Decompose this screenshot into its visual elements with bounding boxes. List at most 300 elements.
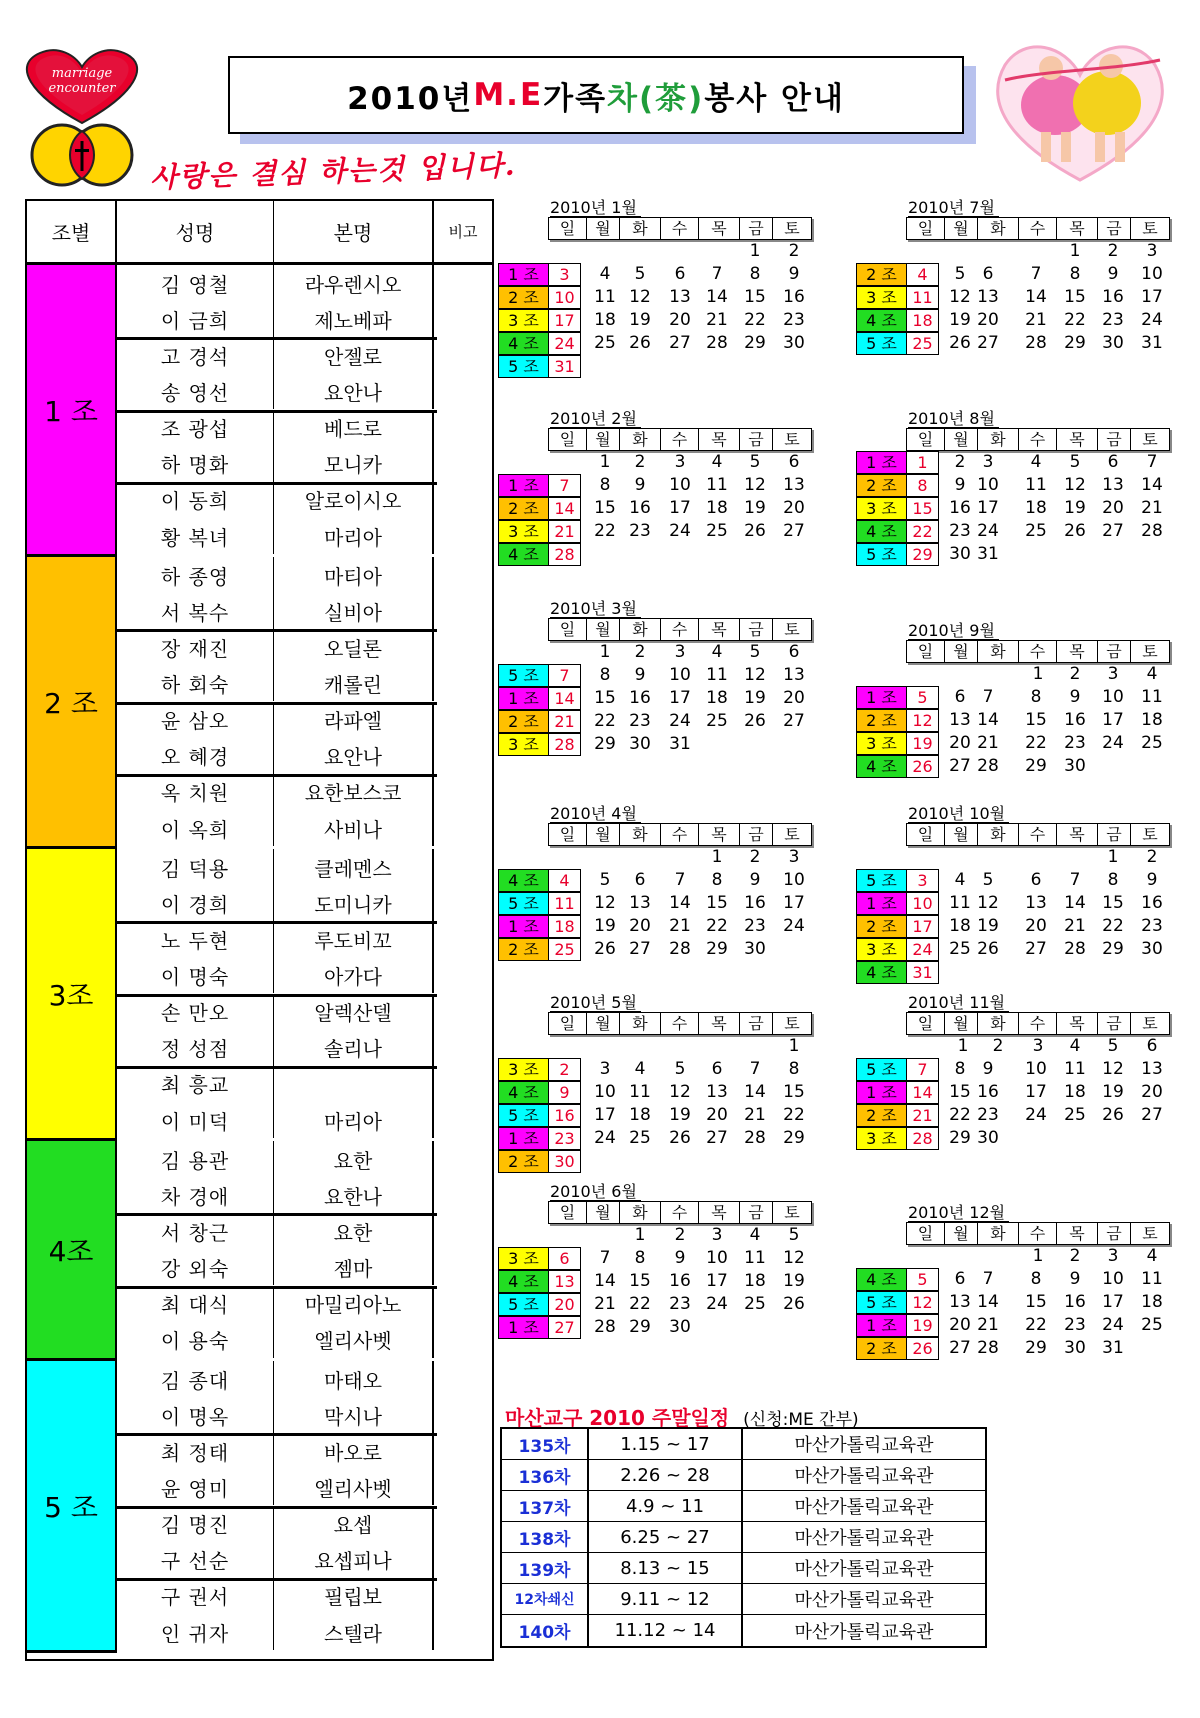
day-number: 11 xyxy=(1141,687,1163,707)
day-number: 6 xyxy=(1107,452,1119,472)
member-row xyxy=(117,265,492,301)
service-group-badge xyxy=(856,686,939,709)
weekday-label: 화 xyxy=(977,823,1019,846)
day-number: 15 xyxy=(949,1082,971,1102)
day-number: 26 xyxy=(629,333,651,353)
day-number: 15 xyxy=(594,688,616,708)
weekday-label: 목 xyxy=(698,1012,740,1035)
day-number: 29 xyxy=(706,939,728,959)
day-number: 1 xyxy=(1032,1246,1044,1266)
badge-group-label: 4 조 xyxy=(499,1082,549,1103)
day-number: 1 xyxy=(957,1036,969,1056)
badge-sunday-date: 5 xyxy=(907,687,938,708)
day-number: 10 xyxy=(669,475,691,495)
service-group-badge xyxy=(856,1127,939,1150)
weekday-label: 목 xyxy=(1056,428,1098,451)
day-number: 19 xyxy=(744,498,766,518)
badge-group-label: 5 조 xyxy=(499,665,549,686)
day-number: 10 xyxy=(706,1248,728,1268)
service-group-badge xyxy=(856,961,939,984)
member-note xyxy=(434,1397,492,1433)
day-number: 8 xyxy=(954,1059,966,1079)
day-number: 20 xyxy=(706,1105,728,1125)
week-row xyxy=(856,1291,1196,1314)
month-title: 2010년 10월 xyxy=(908,804,1006,823)
member-row xyxy=(117,337,492,373)
day-number: 12 xyxy=(594,893,616,913)
day-number: 12 xyxy=(977,893,999,913)
badge-sunday-date: 16 xyxy=(549,1105,580,1126)
member-name: 황 복녀 xyxy=(117,518,274,554)
member-name: 서 창근 xyxy=(117,1213,274,1249)
service-group-badge xyxy=(856,520,939,543)
day-number: 26 xyxy=(977,939,999,959)
badge-sunday-date: 10 xyxy=(907,893,938,914)
service-group-badge xyxy=(498,733,581,756)
day-number: 26 xyxy=(949,333,971,353)
day-number: 19 xyxy=(594,916,616,936)
day-number: 6 xyxy=(1146,1036,1158,1056)
badge-sunday-date: 26 xyxy=(907,1338,938,1359)
badge-sunday-date: 28 xyxy=(549,734,580,755)
day-number: 5 xyxy=(1107,1036,1119,1056)
day-number: 23 xyxy=(629,521,651,541)
member-baptismal-name: 마태오 xyxy=(274,1361,434,1397)
member-baptismal-name: 알렉산델 xyxy=(274,994,434,1030)
week-row xyxy=(856,543,1196,566)
service-group-badge xyxy=(498,1293,581,1316)
member-note xyxy=(434,921,492,957)
service-group-badge xyxy=(498,1270,581,1293)
day-number: 9 xyxy=(634,475,646,495)
member-baptismal-name: 막시나 xyxy=(274,1397,434,1433)
week-row xyxy=(498,915,838,938)
badge-group-label: 5 조 xyxy=(499,893,549,914)
weekday-label: 화 xyxy=(977,1012,1019,1035)
service-group-badge xyxy=(856,474,939,497)
week-row xyxy=(498,1293,838,1316)
member-note xyxy=(434,1066,492,1102)
week-row xyxy=(856,938,1196,961)
day-number: 13 xyxy=(1102,475,1124,495)
weekday-label: 금 xyxy=(739,823,773,846)
day-number: 12 xyxy=(744,475,766,495)
week-row xyxy=(856,1058,1196,1081)
badge-group-label: 4 조 xyxy=(857,962,907,983)
day-number: 16 xyxy=(629,498,651,518)
day-number: 5 xyxy=(599,870,611,890)
badge-sunday-date: 2 xyxy=(549,1059,580,1080)
weekday-label: 화 xyxy=(619,1012,661,1035)
day-number: 14 xyxy=(1141,475,1163,495)
month-title: 2010년 1월 xyxy=(550,198,637,217)
weekday-label: 월 xyxy=(586,823,620,846)
week-row xyxy=(856,1268,1196,1291)
service-group-badge xyxy=(498,1081,581,1104)
day-number: 10 xyxy=(1102,1269,1124,1289)
badge-sunday-date: 21 xyxy=(549,521,580,542)
schedule-subtitle: (신청:ME 간부) xyxy=(743,1410,859,1430)
weekday-label: 일 xyxy=(906,1012,945,1035)
week-row xyxy=(856,286,1196,309)
session-number: 140차 xyxy=(502,1615,589,1646)
day-number: 4 xyxy=(711,452,723,472)
day-number: 12 xyxy=(629,287,651,307)
badge-sunday-date: 14 xyxy=(907,1082,938,1103)
week-row xyxy=(498,497,838,520)
day-number: 19 xyxy=(629,310,651,330)
member-row xyxy=(117,1361,492,1397)
day-number: 21 xyxy=(977,1315,999,1335)
day-number: 25 xyxy=(594,333,616,353)
weekday-label: 일 xyxy=(906,640,945,663)
badge-sunday-date: 22 xyxy=(907,521,938,542)
badge-sunday-date: 31 xyxy=(549,356,580,377)
week-row xyxy=(856,732,1196,755)
member-note xyxy=(434,301,492,337)
member-baptismal-name: 모니카 xyxy=(274,446,434,482)
day-number: 15 xyxy=(744,287,766,307)
weekday-label: 일 xyxy=(548,428,587,451)
weekday-header xyxy=(906,640,1169,661)
day-number: 17 xyxy=(1141,287,1163,307)
day-number: 14 xyxy=(1025,287,1047,307)
day-number: 23 xyxy=(669,1294,691,1314)
badge-group-label: 4 조 xyxy=(499,544,549,565)
member-name: 구 권서 xyxy=(117,1578,274,1614)
day-number: 7 xyxy=(711,264,723,284)
member-name: 이 명숙 xyxy=(117,957,274,993)
weekday-label: 월 xyxy=(586,428,620,451)
weekday-label: 토 xyxy=(1130,428,1170,451)
day-number: 2 xyxy=(954,452,966,472)
badge-sunday-date: 19 xyxy=(907,1315,938,1336)
member-note xyxy=(434,1249,492,1285)
day-number: 28 xyxy=(594,1317,616,1337)
member-note xyxy=(434,337,492,373)
member-name: 고 경석 xyxy=(117,337,274,373)
weekday-label: 일 xyxy=(906,823,945,846)
service-group-badge xyxy=(498,474,581,497)
day-number: 27 xyxy=(669,333,691,353)
member-baptismal-name: 스텔라 xyxy=(274,1614,434,1650)
day-number: 3 xyxy=(1107,664,1119,684)
month-title: 2010년 3월 xyxy=(550,599,637,618)
badge-group-label: 2 조 xyxy=(857,475,907,496)
weekday-label: 토 xyxy=(772,428,812,451)
service-group-badge xyxy=(856,263,939,286)
service-group-badge xyxy=(856,1081,939,1104)
day-number: 16 xyxy=(977,1082,999,1102)
day-number: 22 xyxy=(1102,916,1124,936)
week-row xyxy=(498,1150,838,1173)
day-number: 15 xyxy=(1102,893,1124,913)
badge-sunday-date: 21 xyxy=(549,711,580,732)
member-baptismal-name: 요셉피나 xyxy=(274,1542,434,1578)
badge-group-label: 3 조 xyxy=(857,287,907,308)
day-number: 29 xyxy=(949,1128,971,1148)
week-row xyxy=(498,1035,838,1058)
day-number: 18 xyxy=(949,916,971,936)
day-number: 22 xyxy=(949,1105,971,1125)
month-title: 2010년 4월 xyxy=(550,804,637,823)
schedule-row xyxy=(502,1491,985,1522)
member-note xyxy=(434,1102,492,1138)
header-name: 성명 xyxy=(117,201,274,262)
weekday-label: 수 xyxy=(660,428,699,451)
member-name: 이 명옥 xyxy=(117,1397,274,1433)
day-number: 19 xyxy=(949,310,971,330)
marriage-encounter-logo xyxy=(20,45,145,195)
badge-sunday-date: 12 xyxy=(907,710,938,731)
day-number: 12 xyxy=(949,287,971,307)
week-row xyxy=(498,733,838,756)
badge-sunday-date: 18 xyxy=(549,916,580,937)
member-row xyxy=(117,629,492,665)
day-number: 12 xyxy=(744,665,766,685)
day-number: 18 xyxy=(706,688,728,708)
day-number: 5 xyxy=(674,1059,686,1079)
member-row xyxy=(117,1542,492,1578)
member-name: 김 영철 xyxy=(117,265,274,301)
day-number: 27 xyxy=(949,756,971,776)
member-name: 오 혜경 xyxy=(117,738,274,774)
member-name: 장 재진 xyxy=(117,629,274,665)
week-row xyxy=(856,1081,1196,1104)
day-number: 17 xyxy=(669,688,691,708)
service-group-badge xyxy=(498,1247,581,1270)
day-number: 17 xyxy=(594,1105,616,1125)
member-row xyxy=(117,1578,492,1614)
day-number: 9 xyxy=(634,665,646,685)
day-number: 16 xyxy=(1064,1292,1086,1312)
header-note: 비고 xyxy=(448,223,478,241)
day-number: 21 xyxy=(1025,310,1047,330)
day-number: 7 xyxy=(982,1269,994,1289)
member-baptismal-name xyxy=(274,1066,434,1102)
badge-sunday-date: 7 xyxy=(907,1059,938,1080)
month-title: 2010년 2월 xyxy=(550,409,637,428)
badge-group-label: 2 조 xyxy=(857,1105,907,1126)
week-row xyxy=(856,309,1196,332)
day-number: 22 xyxy=(1025,733,1047,753)
week-row xyxy=(498,240,838,263)
day-number: 14 xyxy=(977,1292,999,1312)
member-row xyxy=(117,446,492,482)
day-number: 26 xyxy=(744,711,766,731)
session-number: 138차 xyxy=(502,1522,589,1552)
member-name: 이 용숙 xyxy=(117,1322,274,1358)
day-number: 13 xyxy=(949,1292,971,1312)
week-row xyxy=(856,240,1196,263)
day-number: 9 xyxy=(788,264,800,284)
badge-sunday-date: 20 xyxy=(549,1294,580,1315)
day-number: 10 xyxy=(1025,1059,1047,1079)
day-number: 29 xyxy=(1025,1338,1047,1358)
member-row xyxy=(117,482,492,518)
member-row xyxy=(117,1141,492,1177)
week-row xyxy=(856,1337,1196,1360)
day-number: 3 xyxy=(1107,1246,1119,1266)
weekday-label: 월 xyxy=(944,428,978,451)
day-number: 23 xyxy=(783,310,805,330)
member-name: 강 외숙 xyxy=(117,1249,274,1285)
day-number: 3 xyxy=(674,642,686,662)
day-number: 22 xyxy=(1025,1315,1047,1335)
day-number: 3 xyxy=(982,452,994,472)
member-baptismal-name: 오딜론 xyxy=(274,629,434,665)
day-number: 12 xyxy=(1064,475,1086,495)
schedule-table xyxy=(500,1427,987,1648)
day-number: 23 xyxy=(977,1105,999,1125)
member-baptismal-name: 실비아 xyxy=(274,593,434,629)
member-name: 김 명진 xyxy=(117,1506,274,1542)
weekday-label: 월 xyxy=(586,1012,620,1035)
day-number: 4 xyxy=(1069,1036,1081,1056)
day-number: 17 xyxy=(1025,1082,1047,1102)
member-note xyxy=(434,482,492,518)
day-number: 19 xyxy=(669,1105,691,1125)
day-number: 23 xyxy=(1102,310,1124,330)
session-number: 12차쇄신 xyxy=(502,1584,589,1614)
week-row xyxy=(856,520,1196,543)
weekday-label: 토 xyxy=(772,618,812,641)
logo-text-line2: encounter xyxy=(48,81,116,96)
group-label-cell: 4조 xyxy=(27,1141,117,1361)
week-row xyxy=(856,497,1196,520)
member-name: 이 경희 xyxy=(117,885,274,921)
badge-sunday-date: 30 xyxy=(549,1151,580,1172)
member-baptismal-name: 마리아 xyxy=(274,518,434,554)
page-title xyxy=(228,56,964,134)
schedule-row xyxy=(502,1615,985,1646)
day-number: 26 xyxy=(594,939,616,959)
day-number: 8 xyxy=(634,1248,646,1268)
day-number: 27 xyxy=(1141,1105,1163,1125)
day-number: 9 xyxy=(1069,687,1081,707)
day-number: 29 xyxy=(1102,939,1124,959)
badge-group-label: 2 조 xyxy=(857,264,907,285)
badge-group-label: 3 조 xyxy=(499,734,549,755)
member-note xyxy=(434,1213,492,1249)
day-number: 11 xyxy=(629,1082,651,1102)
title-family: 가족 xyxy=(543,80,608,117)
day-number: 3 xyxy=(788,847,800,867)
day-number: 20 xyxy=(1025,916,1047,936)
weekday-label: 토 xyxy=(772,217,812,240)
member-name: 조 광섭 xyxy=(117,410,274,446)
day-number: 25 xyxy=(1141,1315,1163,1335)
service-group-badge xyxy=(856,1268,939,1291)
day-number: 2 xyxy=(749,847,761,867)
badge-group-label: 2 조 xyxy=(857,916,907,937)
day-number: 4 xyxy=(1146,664,1158,684)
member-note xyxy=(434,557,492,593)
day-number: 30 xyxy=(977,1128,999,1148)
weekday-header xyxy=(548,618,811,639)
day-number: 27 xyxy=(977,333,999,353)
day-number: 22 xyxy=(594,521,616,541)
member-note xyxy=(434,518,492,554)
day-number: 30 xyxy=(629,734,651,754)
member-row xyxy=(117,1177,492,1213)
member-row xyxy=(117,1066,492,1102)
month-title: 2010년 12월 xyxy=(908,1203,1006,1222)
member-note xyxy=(434,665,492,701)
member-name: 이 금희 xyxy=(117,301,274,337)
badge-group-label: 4 조 xyxy=(857,521,907,542)
member-baptismal-name: 요한보스코 xyxy=(274,774,434,810)
day-number: 13 xyxy=(669,287,691,307)
weekday-label: 금 xyxy=(739,618,773,641)
member-baptismal-name: 요안나 xyxy=(274,738,434,774)
week-row xyxy=(856,961,1196,984)
day-number: 8 xyxy=(599,665,611,685)
day-number: 12 xyxy=(783,1248,805,1268)
day-number: 4 xyxy=(634,1059,646,1079)
member-name: 이 옥희 xyxy=(117,810,274,846)
service-group-badge xyxy=(856,543,939,566)
badge-sunday-date: 26 xyxy=(907,756,938,777)
day-number: 8 xyxy=(1030,1269,1042,1289)
day-number: 20 xyxy=(977,310,999,330)
weekday-label: 금 xyxy=(739,1012,773,1035)
service-group-badge xyxy=(856,1291,939,1314)
weekday-label: 토 xyxy=(1130,640,1170,663)
day-number: 6 xyxy=(788,452,800,472)
day-number: 29 xyxy=(783,1128,805,1148)
badge-sunday-date: 24 xyxy=(549,333,580,354)
month-title: 2010년 7월 xyxy=(908,198,995,217)
week-row xyxy=(856,663,1196,686)
week-row xyxy=(498,520,838,543)
member-note xyxy=(434,629,492,665)
service-group-badge xyxy=(498,355,581,378)
member-name: 윤 삼오 xyxy=(117,702,274,738)
member-name: 최 정태 xyxy=(117,1433,274,1469)
member-name: 이 동희 xyxy=(117,482,274,518)
badge-group-label: 3 조 xyxy=(857,733,907,754)
weekday-label: 수 xyxy=(1018,428,1057,451)
day-number: 7 xyxy=(674,870,686,890)
badge-group-label: 1 조 xyxy=(857,1082,907,1103)
day-number: 26 xyxy=(1064,521,1086,541)
day-number: 25 xyxy=(744,1294,766,1314)
day-number: 28 xyxy=(669,939,691,959)
week-row xyxy=(856,1104,1196,1127)
day-number: 10 xyxy=(1102,687,1124,707)
weekday-label: 금 xyxy=(739,217,773,240)
day-number: 30 xyxy=(1064,1338,1086,1358)
session-number: 139차 xyxy=(502,1553,589,1583)
service-group-badge xyxy=(498,520,581,543)
day-number: 10 xyxy=(594,1082,616,1102)
day-number: 23 xyxy=(1064,733,1086,753)
week-row xyxy=(856,892,1196,915)
member-row xyxy=(117,1614,492,1650)
day-number: 20 xyxy=(783,498,805,518)
day-number: 15 xyxy=(1064,287,1086,307)
weekday-label: 목 xyxy=(698,618,740,641)
weekday-label: 목 xyxy=(1056,823,1098,846)
weekday-label: 월 xyxy=(586,618,620,641)
weekday-header xyxy=(548,217,811,238)
session-dates: 8.13 ~ 15 xyxy=(589,1553,743,1583)
day-number: 28 xyxy=(977,1338,999,1358)
member-name: 옥 치원 xyxy=(117,774,274,810)
week-row xyxy=(498,938,838,961)
badge-sunday-date: 6 xyxy=(549,1248,580,1269)
